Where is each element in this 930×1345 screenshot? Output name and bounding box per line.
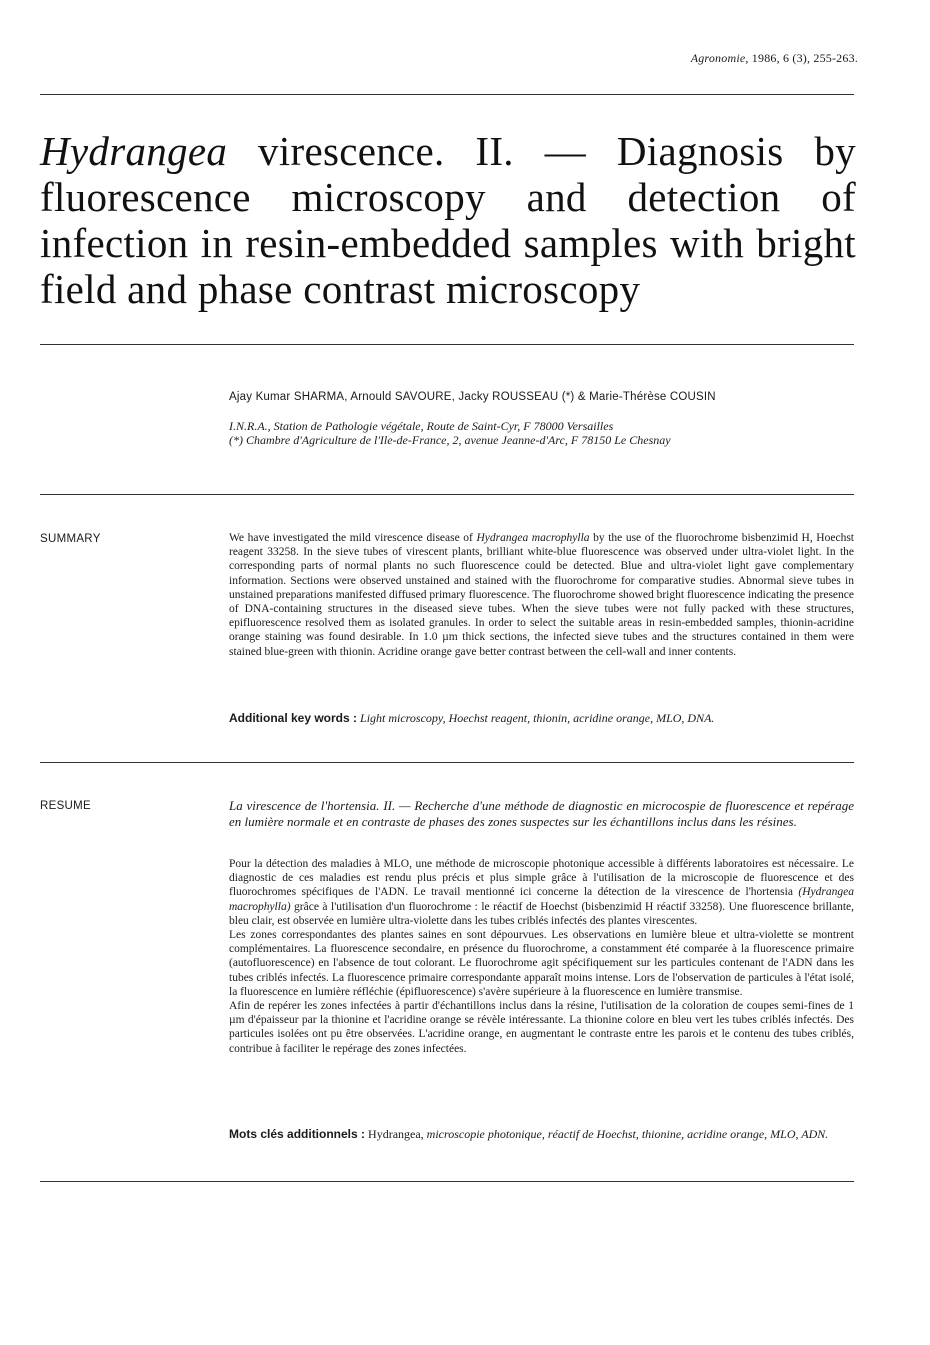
- resume-paragraph-1: [229, 857, 854, 928]
- journal-citation: [691, 51, 858, 66]
- resume-paragraph-3: Afin de repérer les zones infectées à partir d'échantillons inclus dans la résine, l'utilisation de la coloration de coupes semi-fines de 1 µm d'épaisseur par la thionine et l'acridine orange se révèle intéressante. La thionine colore en bleu vert les tubes criblés infectés. Des particules isolées ont pu être observées. L'acridine orange, en augmentant le contraste entre les parois et le contenu des tubes criblés, contribue à faciliter le repérage des zones infectées.: [229, 1000, 854, 1055]
- summary-keywords-label: Additional key words :: [229, 711, 358, 725]
- title-divider: [40, 344, 854, 345]
- title-genus: Hydrangea: [40, 128, 228, 174]
- author-list: Ajay Kumar SHARMA, Arnould SAVOURE, Jacky ROUSSEAU (*) & Marie-Thérèse COUSIN: [229, 391, 716, 403]
- header-divider: [40, 94, 854, 95]
- footer-divider: [40, 1181, 854, 1182]
- resume-keywords-label: Mots clés additionnels :: [229, 1127, 366, 1141]
- summary-keywords: [229, 711, 854, 726]
- resume-title: La virescence de l'hortensia. II. — Recherche d'une méthode de diagnostic en microcospie de fluorescence et repérage en lumière normale et en contraste de phases des zones suspectes sur les échantillons inclus dans les résines.: [229, 798, 854, 829]
- authors-divider: [40, 494, 854, 495]
- title-text: virescence. II. — Diagnosis by fluorescence microscopy and detection of infection in resin-embedded samples with bright field and phase contrast microscopy: [40, 128, 856, 312]
- summary-text-rest: by the use of the fluorochrome bisbenzimid H, Hoechst reagent 33258. In the sieve tubes of virescent plants, brilliant white-blue fluorescence was observed under ultra-violet light. In the corresponding parts of normal plants no such fluorescence could be detected. Blue and ultra-violet light gave complementary information. Sections were observed unstained and stained with the fluorochrome for comparative studies. Abnormal sieve tubes in unstained preparations manifested diffused primary fluorescence. The fluorochrome showed bright fluorescence indicating the presence of DNA-containing structures in the diseased sieve tubes. When the sieve tubes were not fully packed with these structures, epifluorescence resolved them as isolated granules. In order to select the suitable areas in resin-embedded samples, thionin-acridine orange staining was found desirable. In 1.0 µm thick sections, the infected sieve tubes and the structures contained in them were stained blue-green with thionin. Acridine orange gave better contrast between the cell-wall and inner contents.: [229, 532, 854, 658]
- journal-name: Agronomie,: [690, 51, 749, 65]
- resume-p1-species: (Hydrangea macrophylla): [229, 886, 854, 913]
- summary-divider: [40, 762, 854, 763]
- summary-text-start: We have investigated the mild virescence disease of: [229, 532, 473, 544]
- resume-keywords-plain: Hydrangea,: [368, 1127, 424, 1141]
- summary-heading: SUMMARY: [40, 533, 101, 545]
- affiliation-chambre: (*) Chambre d'Agriculture de l'Ile-de-France, 2, avenue Jeanne-d'Arc, F 78150 Le Chesnay: [229, 433, 671, 447]
- resume-keywords: [229, 1127, 854, 1142]
- summary-keywords-list: Light microscopy, Hoechst reagent, thionin, acridine orange, MLO, DNA.: [360, 711, 715, 725]
- article-title: [40, 128, 856, 312]
- resume-paragraph-2: Les zones correspondantes des plantes saines en sont dépourvues. Les observations en lumière bleue et ultra-violette se montrent complémentaires. La fluorescence secondaire, en présence du fluorochrome, a constamment été comparée à la fluorescence primaire (autofluorescence) en l'absence de tout colorant. Le fluorochrome agit spécifiquement sur les particules contenant de l'ADN dans les tubes criblés infectés. La fluorescence primaire correspondante apparaît moins intense. Lors de l'observation de particules à l'état isolé, la fluorescence en lumière réfléchie (épifluorescence) s'avère supérieure à la fluorescence en lumière transmise.: [229, 929, 854, 998]
- volume-pages: 1986, 6 (3), 255-263.: [751, 51, 858, 65]
- affiliation-inra: I.N.R.A., Station de Pathologie végétale, Route de Saint-Cyr, F 78000 Versailles: [229, 419, 614, 433]
- resume-body: [229, 857, 854, 1056]
- resume-p1-end: grâce à l'utilisation d'un fluorochrome : le réactif de Hoechst (bisbenzimid H réactif 33258). Une fluorescence brillante, bleu clair, est observée en lumière ultra-violette dans les tubes criblés infectés des plantes virescentes.: [229, 900, 855, 927]
- resume-keywords-list: microscopie photonique, réactif de Hoechst, thionine, acridine orange, MLO, ADN.: [426, 1127, 829, 1141]
- resume-p1-start: Pour la détection des maladies à MLO, une méthode de microscopie photonique accessible à différents laboratoires est nécessaire. Le diagnostic de ces maladies est rendu plus précis et plus simple grâce à l'utilisation de la microscopie de fluorescence et des fluorochromes spécifiques de l'ADN. Le travail mentionné ici concerne la détection de la virescence de l'hortensia: [229, 858, 854, 899]
- summary-abstract: [229, 531, 854, 659]
- summary-species: Hydrangea macrophylla: [476, 532, 590, 544]
- resume-heading: RESUME: [40, 800, 92, 812]
